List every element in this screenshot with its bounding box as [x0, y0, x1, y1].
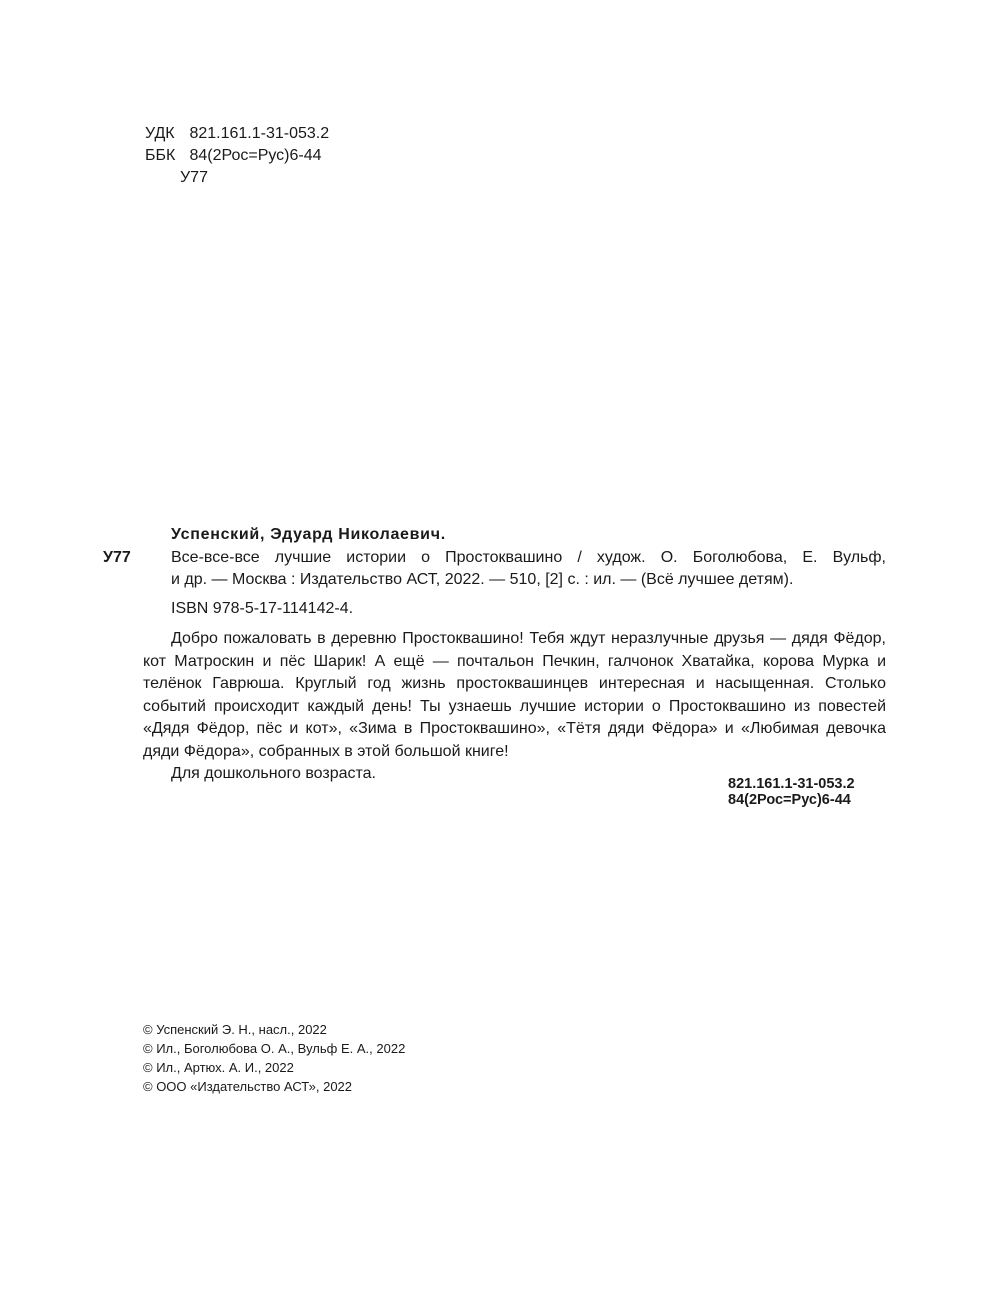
copyright-line: © Ил., Артюх. А. И., 2022 — [143, 1060, 294, 1075]
udk-label: УДК — [145, 125, 175, 142]
udk-value: 821.161.1-31-053.2 — [189, 125, 330, 142]
annotation-text: Добро пожаловать в деревню Простоквашино! Тебя ждут неразлучные друзья — дядя Фёдор, кот Матроскин и пёс Шарик! А ещё — почтальон Печкин, галчонок Хватайка, корова Мурка и телёнок Гаврюша. Круглый год жизнь простоквашинцев интересная и насыщенная. Столько событий происходит каждый день! Ты узнаешь лучшие истории о Простоквашино из повестей «Дядя Фёдор, пёс и кот», «Зима в Простоквашино», «Тётя дяди Фёдора» и «Любимая девочка дяди Фёдора», собранных в этой большой книге! — [143, 630, 886, 760]
audience-note: Для дошкольного возраста. — [171, 765, 376, 782]
copyright-line: © Ил., Боголюбова О. А., Вульф Е. А., 2022 — [143, 1041, 406, 1056]
copyright-line: © Успенский Э. Н., насл., 2022 — [143, 1022, 327, 1037]
udk-row — [145, 123, 329, 145]
annotation-block — [143, 628, 886, 786]
bbk-value: 84(2Рос=Рус)6-44 — [189, 147, 322, 164]
bbk-row — [145, 145, 329, 167]
author-code: У77 — [180, 169, 208, 186]
copyright-line: © ООО «Издательство АСТ», 2022 — [143, 1079, 353, 1094]
author-name: Успенский, Эдуард Николаевич. — [171, 526, 446, 543]
bottom-classification-codes — [728, 776, 855, 808]
bottom-udk: 821.161.1-31-053.2 — [728, 776, 855, 792]
entry-publication-line: и др. — Москва : Издательство АСТ, 2022. — 510, [2] с. : ил. — (Всё лучшее детям). — [171, 571, 794, 588]
entry-side-code: У77 — [103, 548, 131, 566]
isbn: ISBN 978-5-17-114142-4. — [171, 599, 354, 617]
entry-title-text: Все-все-все лучшие истории о Простоквашино / худож. О. Боголюбова, Е. Вульф, — [171, 548, 886, 566]
classification-block — [145, 123, 329, 189]
bibliographic-entry — [103, 524, 886, 620]
bbk-label: ББК — [145, 147, 176, 164]
entry-title-line — [103, 547, 886, 570]
bottom-bbk: 84(2Рос=Рус)6-44 — [728, 792, 851, 808]
copyright-block — [143, 1020, 405, 1096]
